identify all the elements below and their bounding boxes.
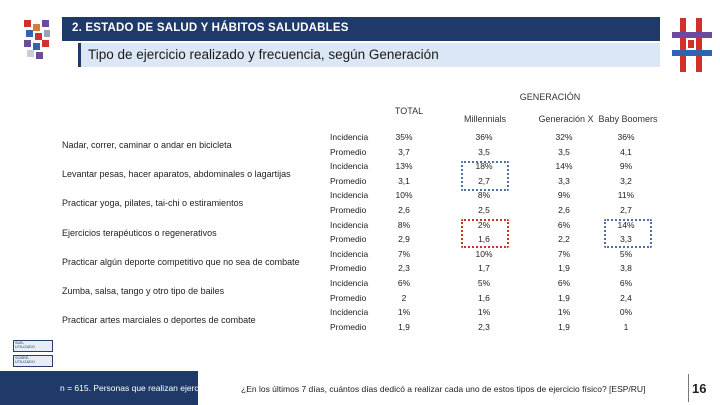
average-cell: 3,2 [620,175,632,186]
average-cell: 2 [401,292,407,303]
incidence-cell: 7% [397,248,411,259]
generation-header: GENERACIÓN [519,92,581,102]
average-cell: 3,1 [398,175,410,186]
row-label: Practicar yoga, pilates, tai-chi o estiramientos [62,198,244,209]
question-text: ¿En los últimos 7 días, cuántos días dedicó a realizar cada uno de estos tipos de ejercicio físico? [ESP/RU] [241,384,646,394]
genx-header: Generación X [538,114,594,124]
incidence-label: Incidencia [330,278,369,288]
sample-note: n = 615. Personas que realizan ejercicio [60,383,212,393]
average-label: Promedio [330,146,367,157]
incidence-cell: 6% [557,219,571,230]
page-subtitle: Tipo de ejercicio realizado y frecuencia, según Generación [88,47,439,62]
under-highlight-millennials-therapeutic [461,219,509,248]
average-label: Promedio [330,234,367,245]
average-cell: 2,4 [620,292,632,303]
incidence-cell: 14% [617,219,635,230]
over-highlight-boomers-therapeutic [604,219,652,248]
over-highlight-millennials-weights [461,161,509,191]
incidence-cell: 8% [397,219,411,230]
average-cell: 3,7 [398,146,410,157]
average-cell: 2,5 [478,205,490,215]
average-cell: 1,9 [398,321,410,332]
average-label: Promedio [330,175,367,186]
average-label: Promedio [330,263,367,274]
incidence-cell: 6% [619,278,633,288]
incidence-cell: 9% [557,190,571,201]
row-label: Practicar artes marciales o deportes de combate [62,315,256,326]
incidence-cell: 7% [557,248,571,259]
incidence-cell: 1% [557,307,571,318]
millennials-header: Millennials [463,114,507,124]
section-title: 2. ESTADO DE SALUD Y HÁBITOS SALUDABLES [72,22,349,34]
average-cell: 2,9 [398,234,410,245]
average-label: Promedio [330,321,367,332]
average-label: Promedio [330,205,367,215]
footer-divider [688,374,689,402]
incidence-cell: 8% [477,190,491,201]
company-logo [22,18,52,62]
average-cell: 3,8 [620,263,632,274]
incidence-cell: 11% [617,190,635,201]
legend-under-label: SUB- UTILIZADO [15,341,35,349]
legend-over [13,355,53,367]
average-cell: 2,7 [620,205,632,215]
row-label: Ejercicios terapéuticos o regenerativos [62,227,217,238]
incidence-cell: 36% [617,132,635,142]
legend-over-label: SOBRE- UTILIZADO [15,356,35,364]
incidence-label: Incidencia [330,190,369,201]
row-label: Levantar pesas, hacer aparatos, abdominales o lagartijas [62,169,291,180]
legend-under [13,340,53,352]
average-cell: 2,6 [398,205,410,215]
average-cell: 2,7 [478,175,490,186]
partner-logo [672,18,712,72]
incidence-cell: 6% [397,278,411,288]
average-label: Promedio [330,292,367,303]
incidence-cell: 1% [397,307,411,318]
average-cell: 1,6 [478,234,490,245]
incidence-cell: 5% [477,278,491,288]
average-cell: 1,6 [478,292,490,303]
average-cell: 3,3 [620,234,632,245]
incidence-label: Incidencia [330,219,369,230]
average-cell: 3,5 [558,146,570,157]
incidence-cell: 0% [619,307,633,318]
average-cell: 3,5 [478,146,490,157]
incidence-cell: 35% [395,132,413,142]
incidence-cell: 13% [395,161,413,172]
average-cell: 2,3 [478,321,490,332]
incidence-cell: 6% [557,278,571,288]
average-cell: 2,6 [558,205,570,215]
average-cell: 1,9 [558,321,570,332]
incidence-cell: 10% [475,248,493,259]
incidence-cell: 18% [475,161,493,172]
average-cell: 1,7 [478,263,490,274]
incidence-cell: 9% [619,161,633,172]
incidence-cell: 36% [475,132,493,142]
average-cell: 1,9 [558,292,570,303]
incidence-cell: 32% [555,132,573,142]
average-cell: 1 [623,321,629,332]
page-number: 16 [692,381,707,396]
incidence-cell: 10% [395,190,413,201]
incidence-label: Incidencia [330,132,369,142]
row-label: Nadar, correr, caminar o andar en bicicleta [62,140,232,150]
incidence-label: Incidencia [330,161,369,172]
average-cell: 1,9 [558,263,570,274]
incidence-label: Incidencia [330,307,369,318]
average-cell: 4,1 [620,146,632,157]
incidence-label: Incidencia [330,248,369,259]
average-cell: 2,3 [398,263,410,274]
row-label: Zumba, salsa, tango y otro tipo de bailes [62,286,225,296]
incidence-cell: 1% [477,307,491,318]
total-header: TOTAL [394,106,424,116]
average-cell: 2,2 [558,234,570,245]
incidence-cell: 14% [555,161,573,172]
boomers-header: Baby Boomers [598,114,658,124]
incidence-cell: 5% [619,248,633,259]
row-label: Practicar algún deporte competitivo que no sea de combate [62,256,300,267]
average-cell: 3,3 [558,175,570,186]
incidence-cell: 2% [477,219,491,230]
